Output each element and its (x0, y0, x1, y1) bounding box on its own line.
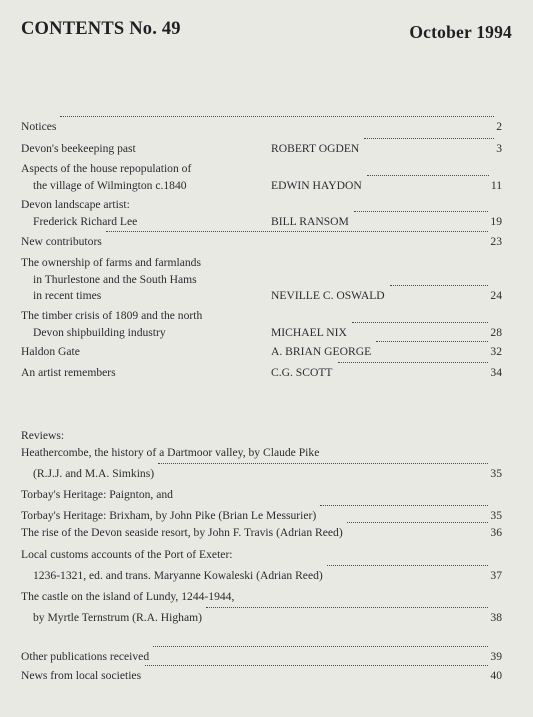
entry-page: 19 (490, 214, 502, 228)
entry-author: MICHAEL NIX (271, 326, 350, 340)
entry-title-line: The timber crisis of 1809 and the north (21, 309, 203, 322)
entry-title: Frederick Richard Lee (33, 214, 138, 228)
entry-page: 38 (490, 611, 502, 624)
entry-title-line: Devon landscape artist: (21, 198, 130, 211)
leader-dots (390, 285, 488, 286)
entry-page: 2 (496, 120, 502, 133)
entry-title: The rise of the Devon seaside resort, by John F. Travis (Adrian Reed) (21, 526, 343, 539)
entry-page: 37 (490, 569, 502, 582)
entry-author: BILL RANSOM (271, 215, 352, 229)
entry-title: Notices (21, 120, 57, 133)
entry-page: 24 (490, 289, 502, 302)
entry-title: by Myrtle Ternstrum (R.A. Higham) (33, 611, 202, 624)
entry-author: EDWIN HAYDON (271, 179, 365, 193)
entry-page: 35 (490, 509, 502, 522)
leader-dots (145, 665, 488, 666)
entry-title: Haldon Gate (21, 345, 80, 358)
contents-title: CONTENTS No. 49 (21, 19, 181, 39)
leader-dots (338, 362, 488, 363)
entry-title: Other publications received (21, 650, 150, 663)
entry-page: 40 (490, 669, 502, 682)
entry-author: NEVILLE C. OSWALD (271, 289, 388, 303)
leader-dots (354, 211, 488, 212)
leader-dots (60, 116, 494, 117)
entry-title: 1236-1321, ed. and trans. Maryanne Kowaleski (Adrian Reed) (33, 569, 323, 582)
leader-dots (376, 341, 488, 342)
reviews-heading: Reviews: (21, 429, 65, 442)
entry-title: Devon's beekeeping past (21, 142, 136, 155)
leader-dots (106, 231, 488, 232)
leader-dots (364, 138, 494, 139)
leader-dots (158, 463, 488, 464)
entry-title: in recent times (33, 289, 102, 302)
entry-title-line: in Thurlestone and the South Hams (33, 272, 197, 286)
entry-title: the village of Wilmington c.1840 (33, 178, 187, 192)
entry-title: Torbay's Heritage: Brixham, by John Pike (Brian Le Messurier) (21, 509, 317, 522)
leader-dots (206, 607, 488, 608)
entry-title: News from local societies (21, 669, 142, 682)
entry-page: 23 (490, 235, 502, 248)
leader-dots (327, 565, 488, 566)
entry-page: 3 (496, 142, 502, 155)
issue-date: October 1994 (409, 22, 512, 42)
entry-page: 11 (490, 178, 502, 192)
entry-title: Devon shipbuilding industry (33, 325, 166, 339)
entry-page: 39 (490, 650, 502, 663)
entry-author: A. BRIAN GEORGE (271, 345, 374, 359)
entry-title-line: Aspects of the house repopulation of (21, 162, 192, 175)
entry-page: 35 (490, 467, 502, 480)
entry-author: C.G. SCOTT (271, 366, 336, 380)
entry-title: New contributors (21, 235, 102, 248)
entry-page: 34 (490, 366, 502, 379)
review-title-line: Local customs accounts of the Port of Exeter: (21, 548, 233, 561)
leader-dots (352, 322, 488, 323)
entry-title: An artist remembers (21, 366, 116, 379)
leader-dots (367, 175, 489, 176)
entry-page: 36 (490, 526, 502, 539)
leader-dots (320, 505, 488, 506)
entry-author: ROBERT OGDEN (271, 142, 362, 156)
review-title-line: Heathercombe, the history of a Dartmoor valley, by Claude Pike (21, 446, 320, 459)
entry-page: 32 (490, 345, 502, 358)
entry-title: (R.J.J. and M.A. Simkins) (33, 467, 155, 480)
entry-page: 28 (490, 325, 502, 339)
entry-title-line: The ownership of farms and farmlands (21, 256, 201, 269)
review-title-line: The castle on the island of Lundy, 1244-1944, (21, 590, 235, 603)
review-title-line: Torbay's Heritage: Paignton, and (21, 488, 173, 501)
leader-dots (153, 646, 488, 647)
leader-dots (347, 522, 488, 523)
